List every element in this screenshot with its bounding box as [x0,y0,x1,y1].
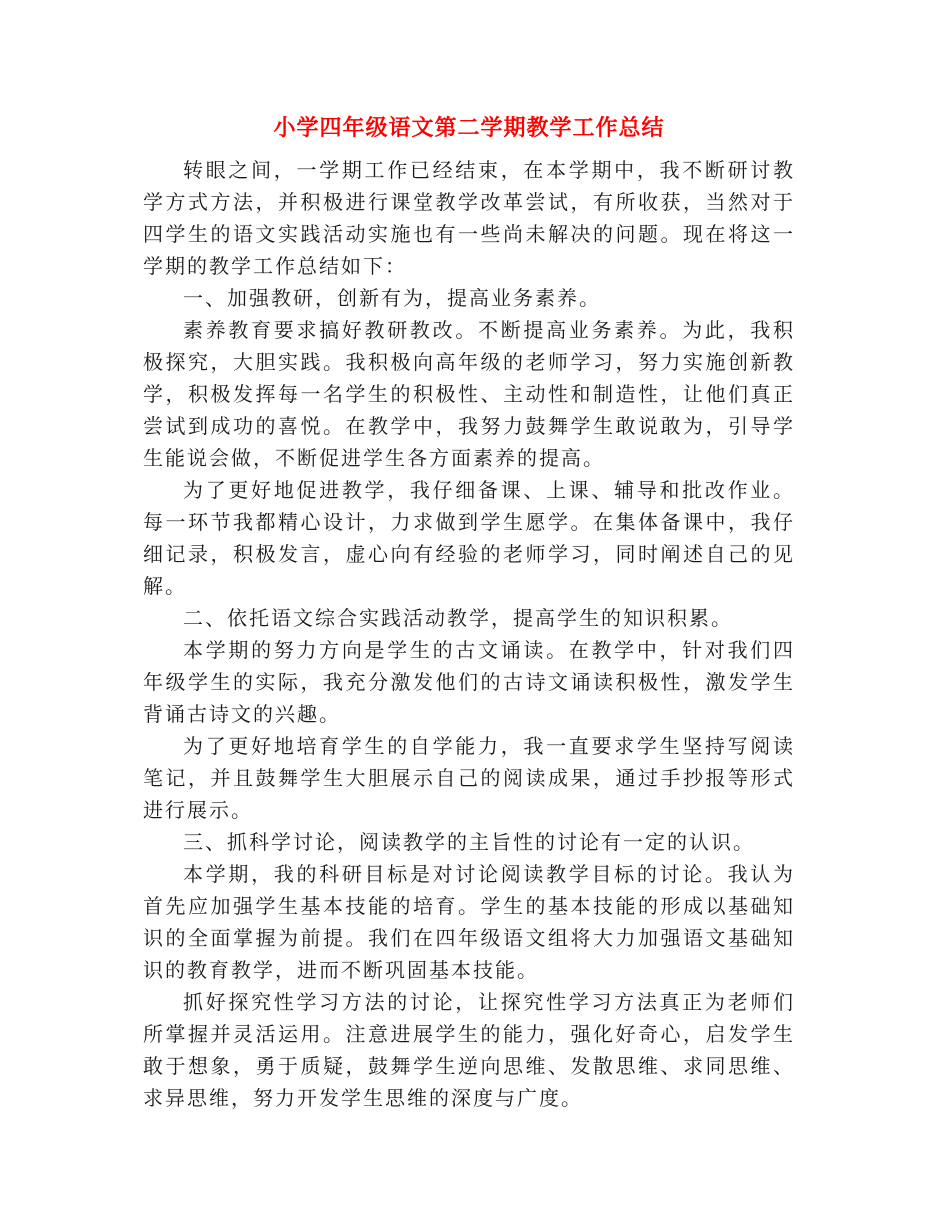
document-page [143,108,795,1114]
paragraph-intro: 转眼之间，一学期工作已经结束，在本学期中，我不断研讨教学方式方法，并积极进行课堂教学改革尝试，有所收获，当然对于四学生的语文实践活动实施也有一些尚未解决的问题。现在将这一学期的教学工作总结如下： [143,158,795,278]
paragraph-1b: 为了更好地促进教学，我仔细备课、上课、辅导和批改作业。每一环节我都精心设计，力求做到学生愿学。在集体备课中，我仔细记录，积极发言，虚心向有经验的老师学习，同时阐述自己的见解。 [143,478,795,598]
paragraph-2b: 为了更好地培育学生的自学能力，我一直要求学生坚持写阅读笔记，并且鼓舞学生大胆展示自己的阅读成果，通过手抄报等形式进行展示。 [143,734,795,822]
section-heading-2: 二、依托语文综合实践活动教学，提高学生的知识积累。 [183,606,733,630]
paragraph-3b: 抓好探究性学习方法的讨论，让探究性学习方法真正为老师们所掌握并灵活运用。注意进展学生的能力，强化好奇心，启发学生敢于想象，勇于质疑，鼓舞学生逆向思维、发散思维、求同思维、求异思维，努力开发学生思维的深度与广度。 [143,990,795,1110]
paragraph-1a: 素养教育要求搞好教研教改。不断提高业务素养。为此，我积极探究，大胆实践。我积极向高年级的老师学习，努力实施创新教学，积极发挥每一名学生的积极性、主动性和制造性，让他们真正尝试到成功的喜悦。在教学中，我努力鼓舞学生敢说敢为，引导学生能说会做，不断促进学生各方面素养的提高。 [143,318,795,470]
paragraph-2a: 本学期的努力方向是学生的古文诵读。在教学中，针对我们四年级学生的实际，我充分激发他们的古诗文诵读积极性，激发学生背诵古诗文的兴趣。 [143,638,795,726]
document-title: 小学四年级语文第二学期教学工作总结 [273,115,665,141]
paragraph-3a: 本学期，我的科研目标是对讨论阅读教学目标的讨论。我认为首先应加强学生基本技能的培育。学生的基本技能的形成以基础知识的全面掌握为前提。我们在四年级语文组将大力加强语文基础知识的教育教学，进而不断巩固基本技能。 [143,862,795,982]
section-heading-1: 一、加强教研，创新有为，提高业务素养。 [183,286,601,310]
section-heading-3: 三、抓科学讨论，阅读教学的主旨性的讨论有一定的认识。 [183,830,755,854]
